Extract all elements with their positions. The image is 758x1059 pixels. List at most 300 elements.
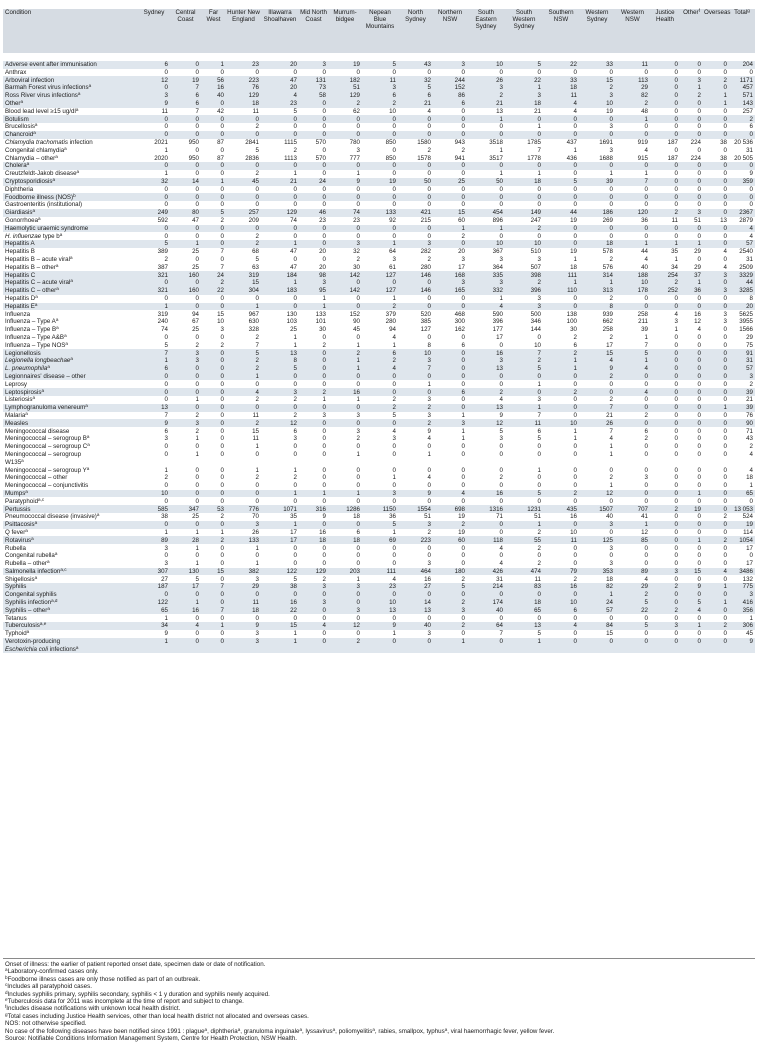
value-cell: 0 xyxy=(674,466,678,474)
value-cell: 0 xyxy=(644,560,648,568)
value-cell: 0 xyxy=(220,240,224,248)
value-cell: 0 xyxy=(499,552,503,560)
value-cell: 2 xyxy=(392,396,396,404)
value-cell: 0 xyxy=(573,372,577,380)
value-cell: 22 xyxy=(534,76,541,84)
value-cell: 0 xyxy=(674,528,678,536)
value-cell: 1 xyxy=(356,365,360,373)
value-cell: 0 xyxy=(723,521,727,529)
value-cell: 0 xyxy=(427,131,431,139)
condition-cell: Paratyphoid$^{a,c}$ xyxy=(5,497,45,505)
value-cell: 11 xyxy=(252,107,259,115)
value-cell: 0 xyxy=(674,193,678,201)
value-cell: 64 xyxy=(389,248,396,256)
value-cell: 0 xyxy=(499,68,503,76)
value-cell: 1 xyxy=(164,638,168,646)
value-cell: 0 xyxy=(499,123,503,131)
value-cell: 2 xyxy=(461,146,465,154)
footnote-marker: a xyxy=(25,489,28,494)
value-cell: 0 xyxy=(674,123,678,131)
value-cell: 160 xyxy=(188,271,199,279)
value-cell: 0 xyxy=(322,552,326,560)
footnote-marker: a xyxy=(32,208,36,214)
value-cell: 0 xyxy=(573,411,577,419)
value-cell: 2 xyxy=(164,256,168,264)
value-cell: 0 xyxy=(749,193,753,201)
value-cell: 6 xyxy=(164,427,168,435)
value-cell: 0 xyxy=(195,256,199,264)
table-row xyxy=(3,256,755,264)
table-row xyxy=(3,638,755,646)
value-cell: 0 xyxy=(220,224,224,232)
value-cell: 15 xyxy=(252,279,259,287)
value-cell: 1 xyxy=(537,404,541,412)
footnote-marker: a xyxy=(64,146,67,151)
value-cell: 0 xyxy=(220,474,224,482)
value-cell: 0 xyxy=(644,201,648,209)
value-cell: 0 xyxy=(255,404,259,412)
value-cell: 87 xyxy=(217,154,224,162)
value-cell: 0 xyxy=(195,224,199,232)
table-row xyxy=(3,544,755,552)
value-cell: 0 xyxy=(255,591,259,599)
value-cell: 2 xyxy=(293,474,297,482)
value-cell: 0 xyxy=(195,614,199,622)
value-cell: 379 xyxy=(385,310,396,318)
value-cell: 2 xyxy=(537,528,541,536)
value-cell: 47 xyxy=(290,263,297,271)
value-cell: 2021 xyxy=(154,139,168,147)
value-cell: 0 xyxy=(499,372,503,380)
value-cell: 1 xyxy=(537,123,541,131)
value-cell: 0 xyxy=(461,497,465,505)
condition-cell: Meningococcal – serogroup xyxy=(5,450,82,458)
value-cell: 314 xyxy=(602,271,613,279)
value-cell: 0 xyxy=(723,115,727,123)
value-cell: 0 xyxy=(697,349,701,357)
value-cell: 1 xyxy=(723,599,727,607)
value-cell: 0 xyxy=(674,131,678,139)
value-cell: 0 xyxy=(392,68,396,76)
value-cell: 21 xyxy=(606,411,613,419)
value-cell: 0 xyxy=(427,193,431,201)
column-header: Northern NSW xyxy=(437,9,463,24)
value-cell: 0 xyxy=(427,123,431,131)
value-cell: 22 xyxy=(641,606,648,614)
value-cell: 0 xyxy=(220,185,224,193)
value-cell: 3 xyxy=(322,583,326,591)
value-cell: 4 xyxy=(749,232,753,240)
value-cell: 0 xyxy=(427,333,431,341)
value-cell: 4 xyxy=(644,575,648,583)
value-cell: 0 xyxy=(723,606,727,614)
value-cell: 0 xyxy=(644,123,648,131)
footnote-marker: a xyxy=(59,232,63,237)
condition-cell xyxy=(3,365,138,373)
value-cell: 2 xyxy=(537,357,541,365)
value-cell: 9 xyxy=(164,419,168,427)
footnote-marker: a xyxy=(65,341,68,346)
footnote-marker: a xyxy=(47,364,50,370)
value-cell: 0 xyxy=(164,396,168,404)
value-cell: 0 xyxy=(356,630,360,638)
value-cell: 1 xyxy=(255,443,259,451)
value-cell: 0 xyxy=(674,489,678,497)
table-row xyxy=(3,521,755,529)
value-cell: 0 xyxy=(461,466,465,474)
value-cell: 1115 xyxy=(284,139,297,147)
value-cell: 1 xyxy=(164,170,168,178)
value-cell: 34 xyxy=(671,263,678,271)
value-cell: 0 xyxy=(356,380,360,388)
footnote-line: $^g$Total cases including Justice Health services, other than local health district not allocated and overseas cases. xyxy=(5,1011,309,1020)
value-cell: 307 xyxy=(157,567,168,575)
value-cell: 0 xyxy=(392,560,396,568)
value-cell: 22 xyxy=(217,287,224,295)
value-cell: 9 xyxy=(697,583,701,591)
value-cell: 4 xyxy=(644,388,648,396)
value-cell: 23 xyxy=(290,100,297,108)
value-cell: 1 xyxy=(573,146,577,154)
value-cell: 35 xyxy=(671,248,678,256)
value-cell: 457 xyxy=(742,84,753,92)
value-cell: 6 xyxy=(461,388,465,396)
column-header: North Sydney xyxy=(405,9,426,24)
value-cell: 0 xyxy=(697,201,701,209)
value-cell: 0 xyxy=(392,591,396,599)
value-cell: 0 xyxy=(356,482,360,490)
value-cell: 0 xyxy=(461,302,465,310)
condition-cell: Barmah Forest virus infections$^a$ xyxy=(5,84,92,92)
value-cell: 0 xyxy=(293,497,297,505)
condition-cell: Malaria$^a$ xyxy=(5,411,28,419)
condition-cell: Chlamydia trachomatis infection xyxy=(5,139,93,147)
value-cell: 2 xyxy=(644,411,648,419)
value-cell: 184 xyxy=(286,271,297,279)
value-cell: 0 xyxy=(392,123,396,131)
condition-cell: Influenza – Type NOS$^a$ xyxy=(5,341,68,349)
value-cell: 0 xyxy=(573,123,577,131)
value-cell: 0 xyxy=(356,372,360,380)
value-cell: 0 xyxy=(609,115,613,123)
value-cell: 1 xyxy=(322,295,326,302)
value-cell: 32 xyxy=(424,76,431,84)
value-cell: 10 xyxy=(424,349,431,357)
value-cell: 0 xyxy=(674,372,678,380)
value-cell: 0 xyxy=(220,349,224,357)
value-cell: 25 xyxy=(192,326,199,334)
value-cell: 13 xyxy=(424,606,431,614)
table-row xyxy=(3,622,755,630)
value-cell: 0 xyxy=(322,560,326,568)
value-cell: 127 xyxy=(385,271,396,279)
value-cell: 58 xyxy=(319,92,326,100)
value-cell: 1 xyxy=(644,115,648,123)
value-cell: 10 xyxy=(606,100,613,108)
value-cell: 19 xyxy=(746,521,753,529)
value-cell: 0 xyxy=(195,521,199,529)
footnote-marker: a,e xyxy=(39,622,47,627)
value-cell: 0 xyxy=(195,162,199,170)
footnote-marker: a xyxy=(41,388,45,393)
value-cell: 0 xyxy=(723,341,727,349)
condition-cell: Meningococcal – conjunctivitis xyxy=(5,482,89,490)
condition-cell: Anthrax xyxy=(5,68,27,76)
value-cell: 0 xyxy=(499,341,503,349)
value-cell: 0 xyxy=(697,295,701,302)
value-cell: 0 xyxy=(723,131,727,139)
value-cell xyxy=(299,646,328,654)
value-cell: 0 xyxy=(723,224,727,232)
value-cell: 223 xyxy=(248,76,259,84)
value-cell: 0 xyxy=(293,404,297,412)
footnote-marker: e xyxy=(5,997,8,1003)
footnote-marker: a xyxy=(54,552,58,557)
footnote-marker: a xyxy=(31,536,34,541)
value-cell: 0 xyxy=(723,61,727,69)
value-cell: 4 xyxy=(392,365,396,373)
value-cell: 13 053 xyxy=(734,505,753,513)
value-cell: 5 xyxy=(537,435,541,443)
value-cell: 1 xyxy=(164,146,168,154)
footnote-line: Onset of illness: the earlier of patient reported onset date, specimen date or date of notification. xyxy=(5,961,266,968)
value-cell: 319 xyxy=(248,271,259,279)
value-cell: 0 xyxy=(220,630,224,638)
condition-cell xyxy=(3,357,138,365)
table-row xyxy=(3,334,755,342)
value-cell: 359 xyxy=(742,178,753,186)
value-cell: 3 xyxy=(356,411,360,419)
table-row xyxy=(3,568,755,576)
value-cell: 3 xyxy=(356,606,360,614)
value-cell: 39 xyxy=(746,388,753,396)
value-cell: 2 xyxy=(220,513,224,521)
value-cell: 0 xyxy=(356,201,360,209)
table-row xyxy=(3,100,755,108)
value-cell: 39 xyxy=(641,326,648,334)
value-cell: 0 xyxy=(220,443,224,451)
value-cell: 0 xyxy=(674,521,678,529)
value-cell: 1 xyxy=(293,333,297,341)
condition-cell: Diphtheria xyxy=(5,185,34,193)
value-cell: 0 xyxy=(499,131,503,139)
value-cell: 0 xyxy=(674,388,678,396)
condition-cell: Gastroenteritis (institutional) xyxy=(5,201,83,209)
value-cell: 2 xyxy=(609,333,613,341)
value-cell: 0 xyxy=(255,115,259,123)
value-cell: 89 xyxy=(641,567,648,575)
value-cell: 1 xyxy=(609,170,613,178)
value-cell: 0 xyxy=(644,482,648,490)
value-cell: 3329 xyxy=(739,271,753,279)
value-cell: 4 xyxy=(644,146,648,154)
value-cell: 2 xyxy=(697,92,701,100)
value-cell: 1 xyxy=(573,357,577,365)
value-cell: 22 xyxy=(290,606,297,614)
value-cell: 1 xyxy=(427,450,431,458)
value-cell: 16 xyxy=(570,583,577,591)
value-cell: 0 xyxy=(674,365,678,373)
value-cell: 95 xyxy=(319,287,326,295)
value-cell: 0 xyxy=(322,193,326,201)
value-cell: 0 xyxy=(427,170,431,178)
value-cell: 1 xyxy=(644,170,648,178)
value-cell: 3 xyxy=(609,92,613,100)
value-cell: 45 xyxy=(353,326,360,334)
value-cell: 2 xyxy=(164,474,168,482)
value-cell: 18 xyxy=(353,513,360,521)
value-cell: 0 xyxy=(499,380,503,388)
value-cell: 0 xyxy=(644,302,648,310)
condition-cell: Pertussis xyxy=(5,505,31,513)
value-cell: 40 xyxy=(606,513,613,521)
value-cell: 100 xyxy=(566,318,577,326)
footnote-marker: a xyxy=(55,154,58,159)
value-cell: 87 xyxy=(217,139,224,147)
value-cell: 0 xyxy=(674,450,678,458)
value-cell: 57 xyxy=(746,240,753,248)
value-cell: 2 xyxy=(293,146,297,154)
value-cell: 280 xyxy=(420,263,431,271)
value-cell: 17 xyxy=(746,544,753,552)
footnote-marker: a xyxy=(47,606,50,611)
table-row xyxy=(3,154,755,162)
value-cell: 18 xyxy=(252,100,259,108)
value-cell: 25 xyxy=(192,263,199,271)
condition-cell: Arboviral infection xyxy=(5,76,55,84)
value-cell: 0 xyxy=(697,256,701,264)
value-cell: 0 xyxy=(461,115,465,123)
value-cell: 0 xyxy=(573,302,577,310)
value-cell: 3 xyxy=(356,146,360,154)
value-cell: 3 xyxy=(537,302,541,310)
value-cell: 1 xyxy=(356,575,360,583)
value-cell: 0 xyxy=(220,396,224,404)
condition-cell: Cholera$^a$ xyxy=(5,162,30,170)
value-cell: 2 xyxy=(723,513,727,521)
table-row xyxy=(3,490,755,498)
value-cell: 0 xyxy=(356,295,360,302)
value-cell: 0 xyxy=(723,326,727,334)
value-cell: 1071 xyxy=(283,505,297,513)
footnote-marker: a xyxy=(56,325,59,331)
value-cell: 130 xyxy=(286,310,297,318)
value-cell: 0 xyxy=(220,419,224,427)
value-cell: 2 xyxy=(573,575,577,583)
value-cell: 0 xyxy=(356,404,360,412)
table-row xyxy=(3,388,755,396)
value-cell: 165 xyxy=(454,287,465,295)
value-cell: 0 xyxy=(392,466,396,474)
value-cell: 0 xyxy=(356,232,360,240)
value-cell: 0 xyxy=(392,497,396,505)
value-cell: 2 xyxy=(461,575,465,583)
value-cell: 122 xyxy=(157,599,168,607)
value-cell xyxy=(703,53,729,61)
value-cell: 0 xyxy=(427,614,431,622)
value-cell: 0 xyxy=(195,404,199,412)
value-cell: 3 xyxy=(427,357,431,365)
value-cell: 3 xyxy=(322,599,326,607)
footnote-marker: a xyxy=(75,645,79,650)
value-cell xyxy=(433,646,467,654)
value-cell: 0 xyxy=(220,591,224,599)
value-cell: 20 xyxy=(319,263,326,271)
value-cell: 0 xyxy=(723,450,727,458)
value-cell: 21 xyxy=(424,100,431,108)
table-row xyxy=(3,271,755,279)
value-cell: 0 xyxy=(609,224,613,232)
value-cell: 0 xyxy=(461,240,465,248)
footnotes xyxy=(3,958,755,1042)
value-cell: 3 xyxy=(697,76,701,84)
value-cell: 0 xyxy=(322,419,326,427)
value-cell xyxy=(650,646,680,654)
value-cell: 3 xyxy=(427,411,431,419)
value-cell: 48 xyxy=(641,107,648,115)
value-cell: 0 xyxy=(220,544,224,552)
value-cell: 1 xyxy=(293,638,297,646)
value-cell: 71 xyxy=(496,513,503,521)
value-cell: 3 xyxy=(255,575,259,583)
value-cell: 1 xyxy=(293,630,297,638)
value-cell: 0 xyxy=(723,435,727,443)
table-row xyxy=(3,497,755,505)
value-cell: 13 xyxy=(389,606,396,614)
value-cell: 15 xyxy=(694,567,701,575)
value-cell: 0 xyxy=(723,349,727,357)
value-cell xyxy=(467,53,505,61)
value-cell: 8 xyxy=(749,295,753,302)
value-cell: 0 xyxy=(674,396,678,404)
value-cell: 0 xyxy=(697,404,701,412)
value-cell: 0 xyxy=(573,115,577,123)
value-cell xyxy=(729,458,755,466)
value-cell: 0 xyxy=(697,497,701,505)
value-cell: 4 xyxy=(293,92,297,100)
value-cell: 0 xyxy=(697,474,701,482)
value-cell: 850 xyxy=(385,154,396,162)
value-cell: 0 xyxy=(293,123,297,131)
value-cell: 0 xyxy=(723,372,727,380)
value-cell xyxy=(615,458,650,466)
condition-cell: Hepatitis A xyxy=(5,240,35,248)
value-cell: 56 xyxy=(217,76,224,84)
value-cell: 19 xyxy=(458,528,465,536)
value-cell: 16 xyxy=(694,310,701,318)
value-cell: 0 xyxy=(293,552,297,560)
value-cell: 0 xyxy=(164,115,168,123)
value-cell: 0 xyxy=(427,591,431,599)
value-cell: 0 xyxy=(674,536,678,544)
value-cell: 55 xyxy=(534,536,541,544)
value-cell: 20 xyxy=(290,84,297,92)
table-row xyxy=(3,536,755,544)
condition-cell: Brucellosis$^a$ xyxy=(5,123,38,131)
value-cell: 0 xyxy=(220,170,224,178)
value-cell: 0 xyxy=(293,544,297,552)
value-cell: 143 xyxy=(742,100,753,108)
value-cell: 0 xyxy=(573,560,577,568)
value-cell: 0 xyxy=(427,466,431,474)
value-cell: 0 xyxy=(322,638,326,646)
value-cell: 6 xyxy=(537,427,541,435)
table-row xyxy=(3,575,755,583)
table-row xyxy=(3,560,755,568)
value-cell: 0 xyxy=(195,295,199,302)
value-cell: 0 xyxy=(461,107,465,115)
value-cell: 13 xyxy=(496,107,503,115)
